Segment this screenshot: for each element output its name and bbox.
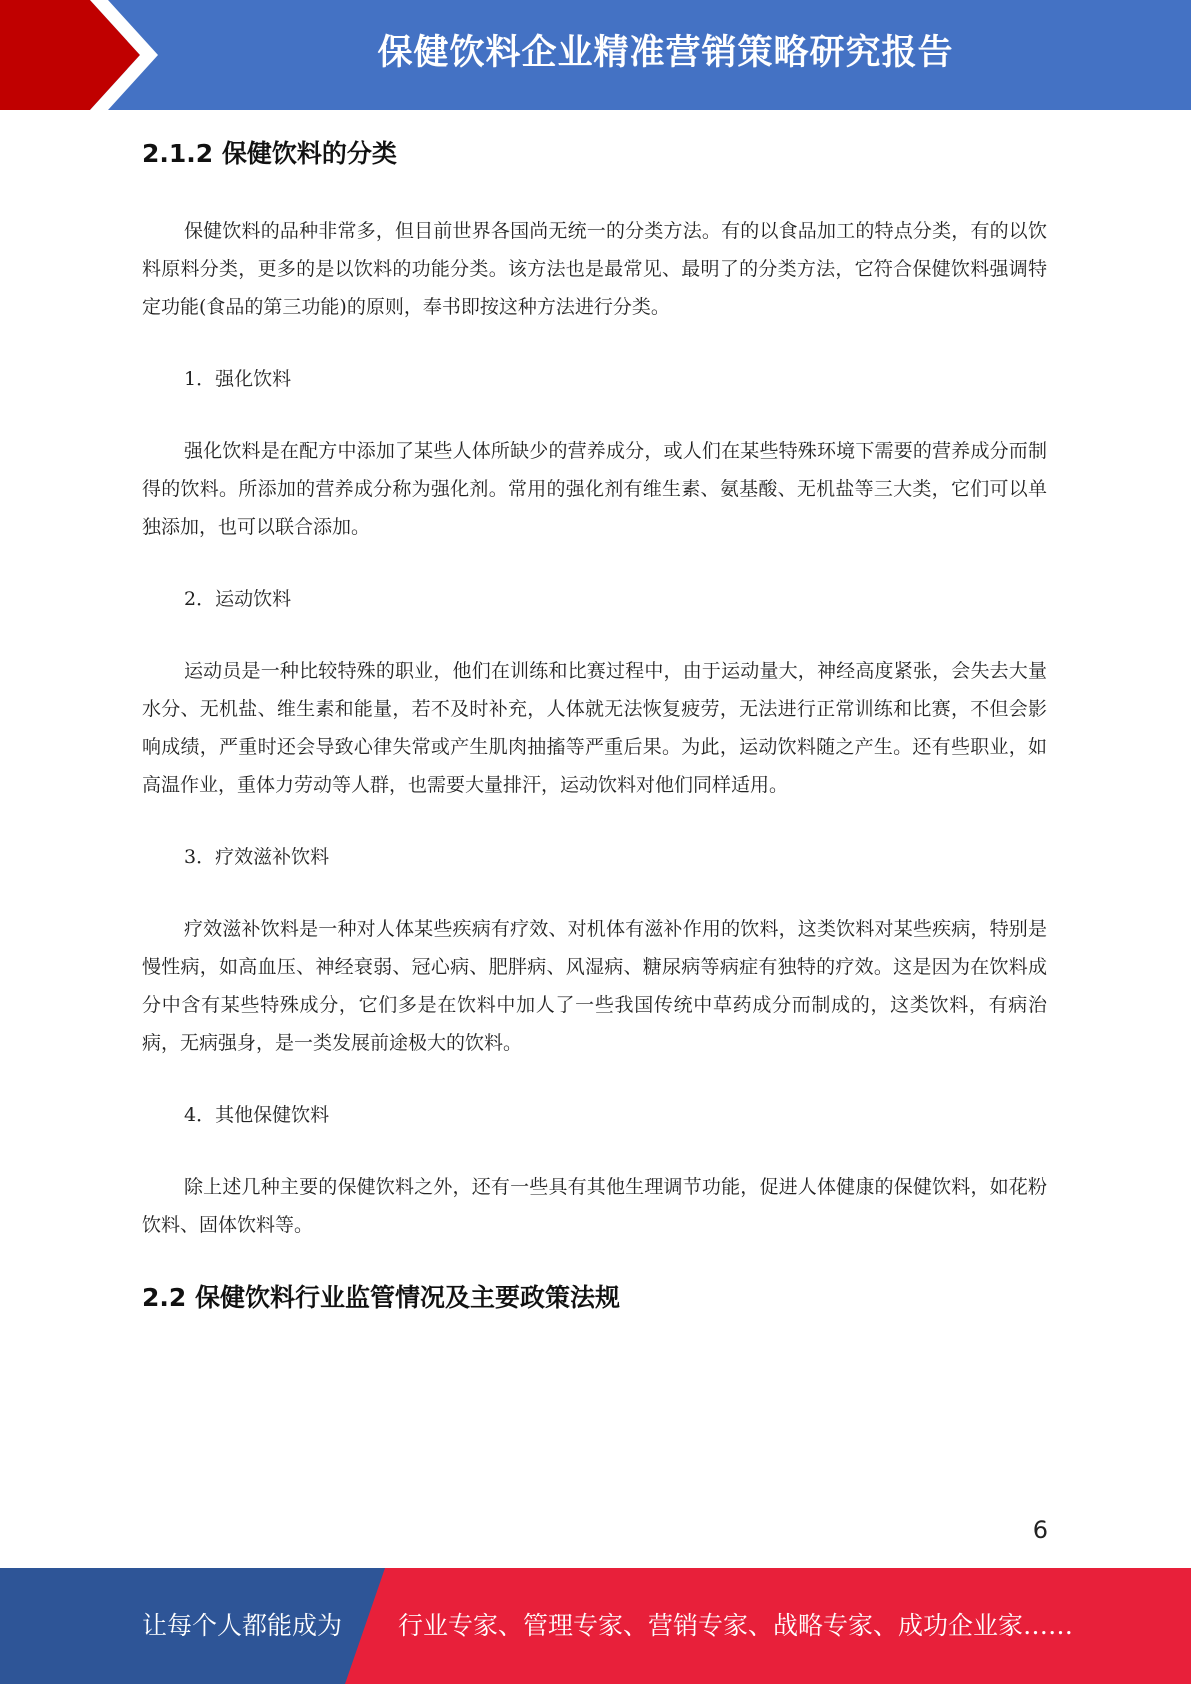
paragraph-therapeutic-drinks: 疗效滋补饮料是一种对人体某些疾病有疗效、对机体有滋补作用的饮料，这类饮料对某些疾病，特别是慢性病，如高血压、神经衰弱、冠心病、肥胖病、风湿病、糖尿病等病症有独特的疗效。这是因为在饮料成分中含有某些特殊成分，它们多是在饮料中加人了一些我国传统中草药成分而制成的，这类饮料，有病治病，无病强身，是一类发展前途极大的饮料。: [142, 918, 1047, 1054]
section-heading-2-1-2: 2.1.2 保健饮料的分类: [142, 139, 397, 168]
footer-slogan-right: 行业专家、管理专家、营销专家、战略专家、成功企业家……: [398, 1611, 1074, 1640]
subheading-therapeutic-drinks: 3．疗效滋补饮料: [184, 846, 330, 868]
subheading-fortified-drinks: 1．强化饮料: [184, 368, 292, 390]
subheading-sports-drinks: 2．运动饮料: [184, 588, 292, 610]
header-arrow-decoration: [0, 0, 160, 110]
page-header: [0, 0, 1191, 110]
page-footer: [0, 1568, 1191, 1684]
paragraph-other-drinks: 除上述几种主要的保健饮料之外，还有一些具有其他生理调节功能，促进人体健康的保健饮料，如花粉饮料、固体饮料等。: [142, 1176, 1047, 1236]
footer-slogan-left: 让每个人都能成为: [142, 1611, 343, 1640]
intro-paragraph: 保健饮料的品种非常多，但目前世界各国尚无统一的分类方法。有的以食品加工的特点分类，有的以饮料原料分类，更多的是以饮料的功能分类。该方法也是最常见、最明了的分类方法，它符合保健饮料强调特定功能(食品的第三功能)的原则，奉书即按这种方法进行分类。: [142, 220, 1047, 318]
document-body: [142, 128, 1047, 1314]
document-title: 保健饮料企业精准营销策略研究报告: [377, 33, 954, 73]
section-heading-2-2: 2.2 保健饮料行业监管情况及主要政策法规: [142, 1283, 620, 1312]
subheading-other-drinks: 4．其他保健饮料: [184, 1104, 330, 1126]
paragraph-sports-drinks: 运动员是一种比较特殊的职业，他们在训练和比赛过程中，由于运动量大，神经高度紧张，会失去大量水分、无机盐、维生素和能量，若不及时补充，人体就无法恢复疲劳，无法进行正常训练和比赛，不但会影响成绩，严重时还会导致心律失常或产生肌肉抽搐等严重后果。为此，运动饮料随之产生。还有些职业，如高温作业，重体力劳动等人群，也需要大量排汗，运动饮料对他们同样适用。: [142, 660, 1047, 796]
paragraph-fortified-drinks: 强化饮料是在配方中添加了某些人体所缺少的营养成分，或人们在某些特殊环境下需要的营养成分而制得的饮料。所添加的营养成分称为强化剂。常用的强化剂有维生素、氨基酸、无机盐等三大类，它们可以单独添加，也可以联合添加。: [142, 440, 1047, 538]
page-number: 6: [1032, 1516, 1048, 1544]
